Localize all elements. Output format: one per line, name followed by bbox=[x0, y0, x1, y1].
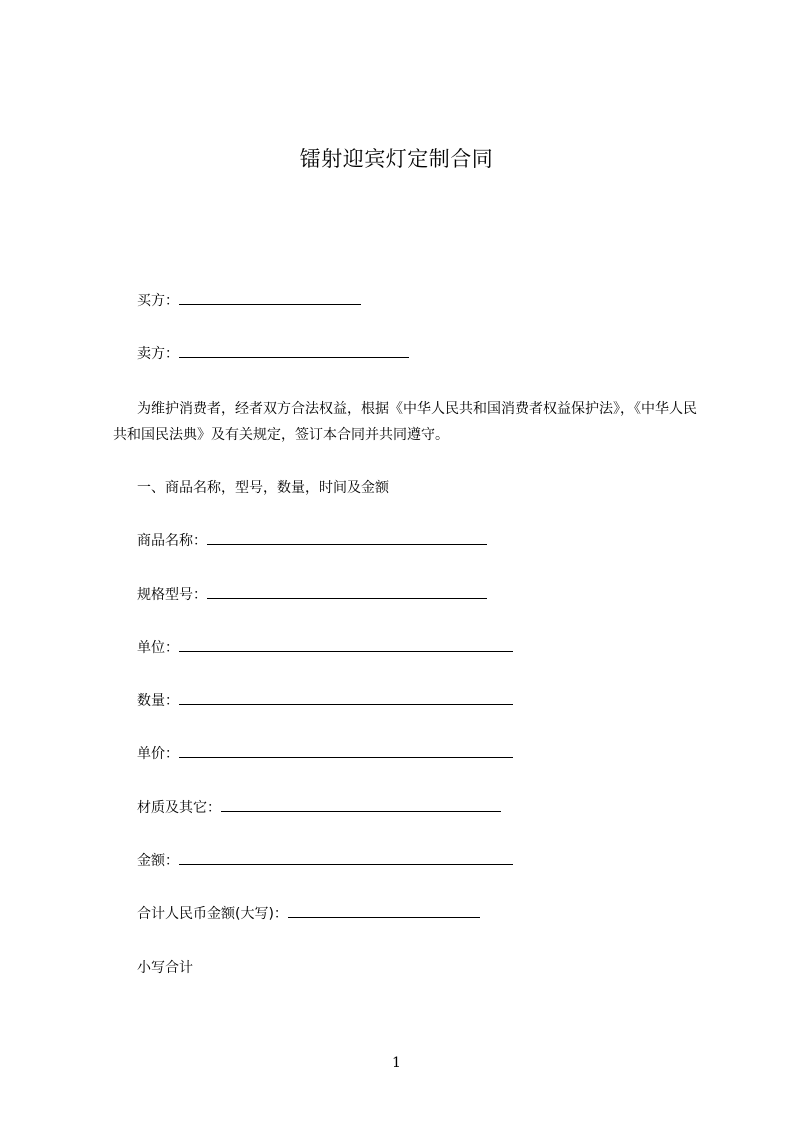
quantity-line bbox=[137, 691, 513, 711]
total-upper-label: 合计人民币金额(大写)： bbox=[137, 906, 288, 922]
section1-heading: 一、商品名称，型号，数量，时间及金额 bbox=[137, 480, 389, 496]
unit-label: 单位： bbox=[137, 640, 179, 656]
unit-price-label: 单价： bbox=[137, 746, 179, 762]
document-title: 镭射迎宾灯定制合同 bbox=[299, 147, 494, 171]
buyer-line bbox=[137, 291, 361, 311]
intro-text: 为维护消费者，经者双方合法权益，根据《中华人民共和国消费者权益保护法》，《中华人民共和国民法典》及有关规定，签订本合同并共同遵守。 bbox=[113, 401, 697, 443]
buyer-label: 买方： bbox=[137, 293, 179, 309]
small-total-label: 小写合计 bbox=[137, 960, 193, 976]
amount-line bbox=[137, 851, 513, 871]
product-name-line bbox=[137, 531, 487, 551]
intro-paragraph bbox=[113, 396, 703, 448]
quantity-blank[interactable] bbox=[179, 691, 513, 705]
amount-blank[interactable] bbox=[179, 851, 513, 865]
product-name-label: 商品名称： bbox=[137, 533, 207, 549]
spec-model-label: 规格型号： bbox=[137, 587, 207, 603]
unit-line bbox=[137, 638, 513, 658]
unit-price-blank[interactable] bbox=[179, 744, 513, 758]
buyer-blank[interactable] bbox=[179, 291, 361, 305]
quantity-label: 数量： bbox=[137, 693, 179, 709]
page-number: 1 bbox=[392, 1055, 401, 1071]
seller-line bbox=[137, 344, 409, 364]
unit-blank[interactable] bbox=[179, 638, 513, 652]
total-upper-blank[interactable] bbox=[288, 904, 480, 918]
seller-blank[interactable] bbox=[179, 344, 409, 358]
amount-label: 金额： bbox=[137, 853, 179, 869]
material-other-label: 材质及其它： bbox=[137, 800, 221, 816]
material-other-blank[interactable] bbox=[221, 798, 501, 812]
material-other-line bbox=[137, 798, 501, 818]
seller-label: 卖方： bbox=[137, 346, 179, 362]
product-name-blank[interactable] bbox=[207, 531, 487, 545]
unit-price-line bbox=[137, 744, 513, 764]
total-upper-line bbox=[137, 904, 480, 924]
spec-model-blank[interactable] bbox=[207, 585, 487, 599]
spec-model-line bbox=[137, 585, 487, 605]
